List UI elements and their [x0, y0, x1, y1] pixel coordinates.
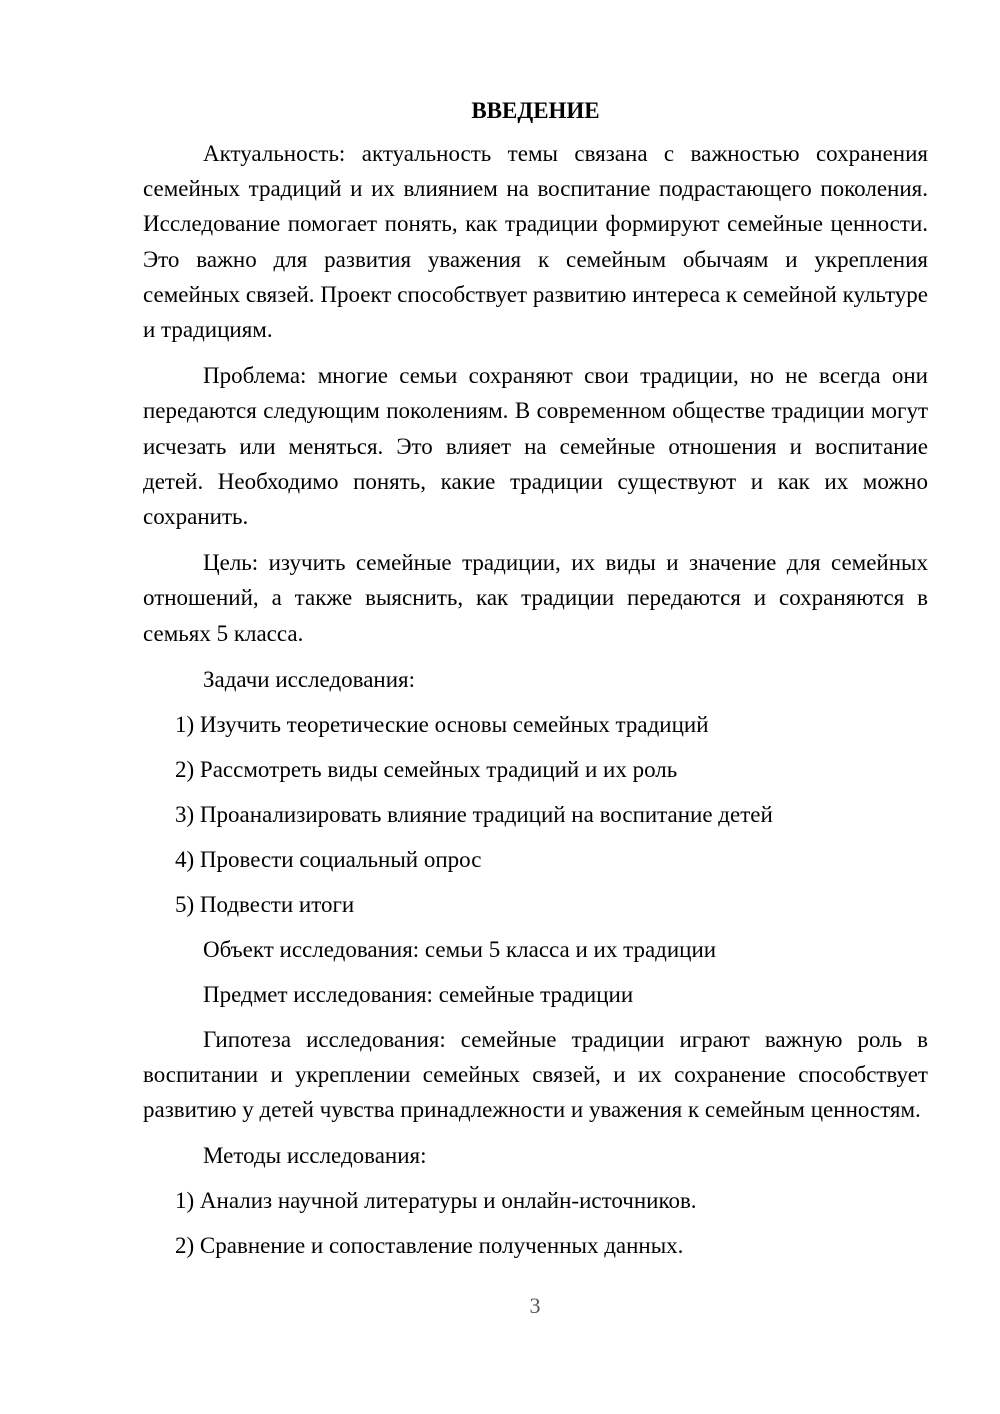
task-item: 4) Провести социальный опрос	[175, 846, 482, 872]
task-item: 2) Рассмотреть виды семейных традиций и их роль	[175, 756, 678, 782]
page-number: 3	[529, 1293, 541, 1318]
task-item: 5) Подвести итоги	[175, 891, 355, 917]
goal-paragraph: Цель: изучить семейные традиции, их виды и значение для семейных отношений, а также выяснить, как традиции передаются и сохраняются в семьях 5 класса.	[143, 550, 928, 646]
research-subject: Предмет исследования: семейные традиции	[203, 981, 634, 1007]
methods-list	[143, 1183, 928, 1273]
tasks-list	[143, 707, 928, 932]
task-item: 3) Проанализировать влияние традиций на воспитание детей	[175, 801, 773, 827]
methods-title: Методы исследования:	[203, 1143, 427, 1169]
method-item: 2) Сравнение и сопоставление полученных данных.	[175, 1233, 684, 1259]
page-content	[143, 93, 928, 1273]
task-item: 1) Изучить теоретические основы семейных традиций	[175, 711, 709, 737]
section-heading: ВВЕДЕНИЕ	[471, 98, 600, 123]
problem-paragraph: Проблема: многие семьи сохраняют свои традиции, но не всегда они передаются следующим поколениям. В современном обществе традиции могут исчезать или меняться. Это влияет на семейные отношения и воспитание детей. Необходимо понять, какие традиции существуют и как их можно сохранить.	[143, 363, 928, 530]
relevance-paragraph: Актуальность: актуальность темы связана с важностью сохранения семейных традиций и их влиянием на воспитание подрастающего поколения. Исследование помогает понять, как традиции формируют семейные ценности. Это важно для развития уважения к семейным обычаям и укрепления семейных связей. Проект способствует развитию интереса к семейной культуре и традициям.	[143, 141, 928, 343]
hypothesis-paragraph: Гипотеза исследования: семейные традиции играют важную роль в воспитании и укреплении семейных связей, и их сохранение способствует развитию у детей чувства принадлежности и уважения к семейным ценностям.	[143, 1026, 928, 1123]
tasks-title: Задачи исследования:	[203, 666, 416, 692]
research-object: Объект исследования: семьи 5 класса и их традиции	[203, 936, 717, 962]
method-item: 1) Анализ научной литературы и онлайн-источников.	[175, 1188, 697, 1214]
